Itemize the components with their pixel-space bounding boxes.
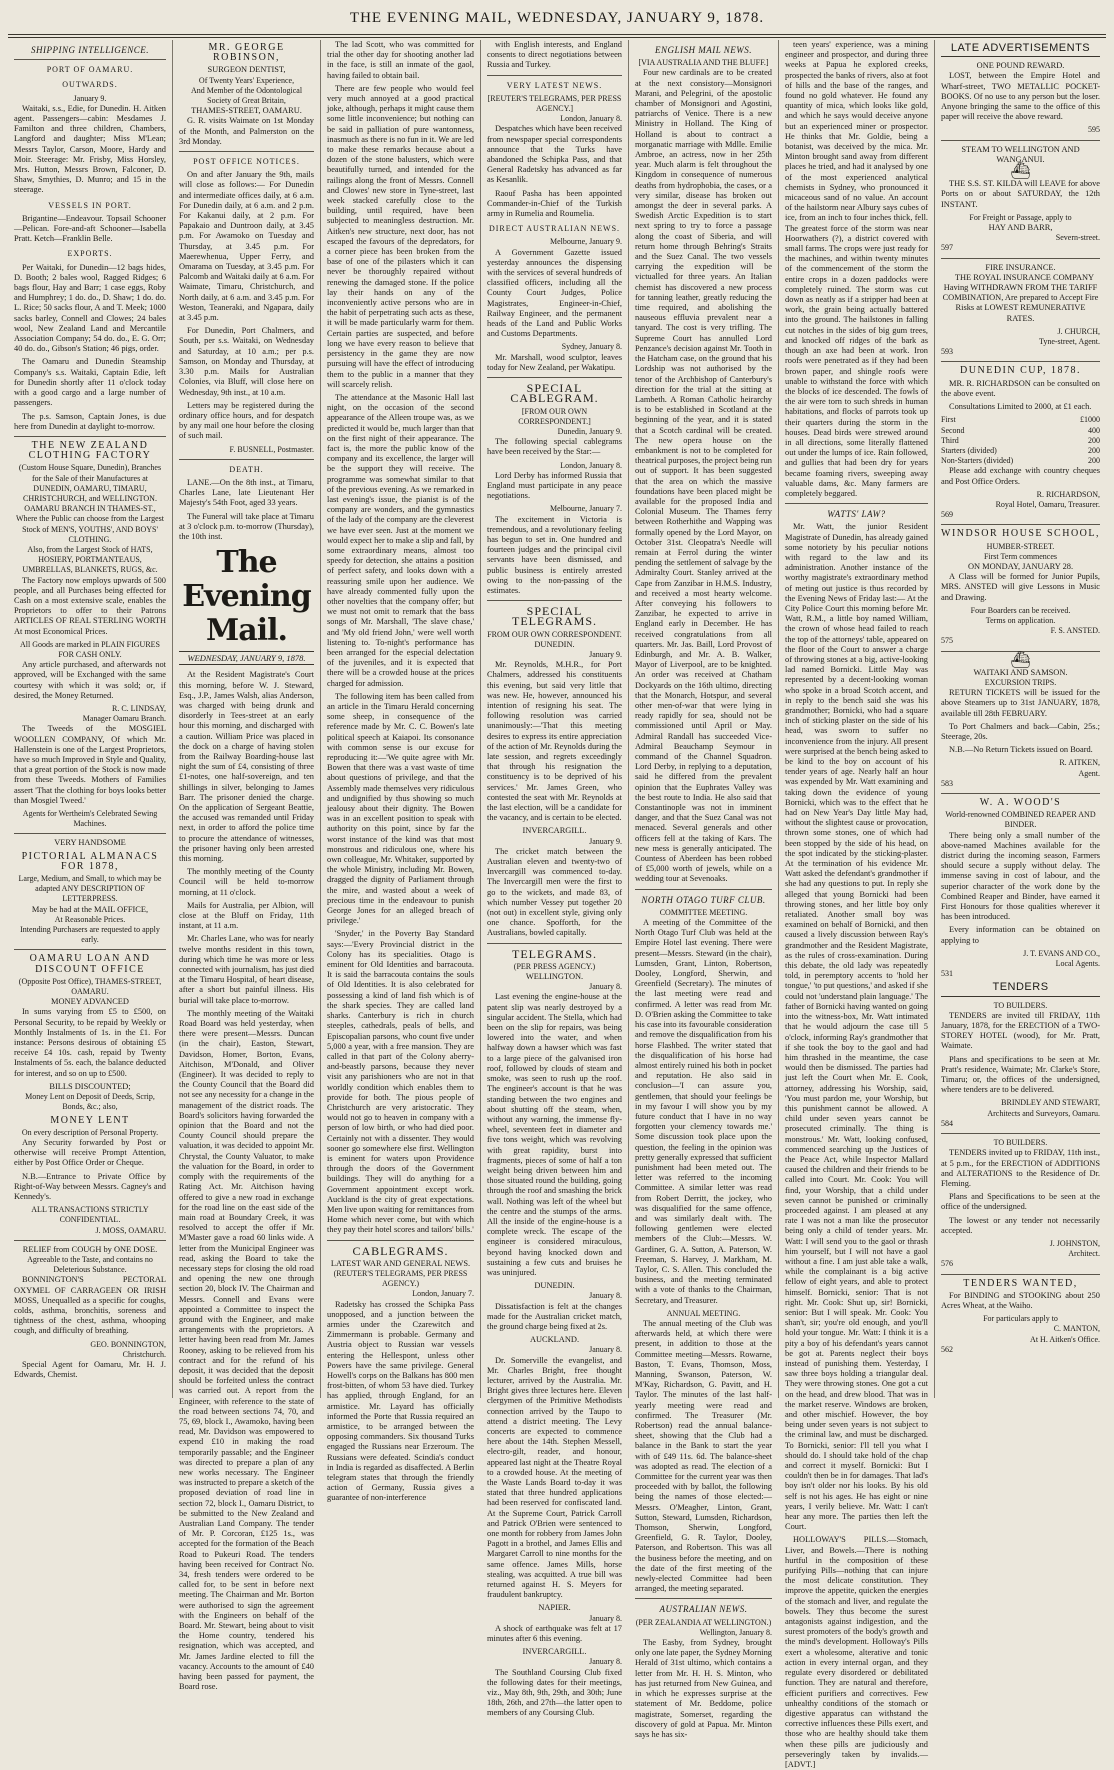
column-7 bbox=[934, 40, 1106, 1398]
pictorial-text: Large, Medium, and Small, to which may be adapted ANY DESCRIPTION OF LETTERPRESS. bbox=[18, 874, 162, 904]
divider bbox=[785, 503, 928, 504]
dentist-years: Of Twenty Years' Experience, bbox=[198, 75, 295, 85]
divider bbox=[941, 140, 1100, 141]
steam-freight: For Freight or Passage, apply to bbox=[969, 212, 1072, 222]
cablegrams-text: Radetsky has crossed the Schipka Pass unopposed, and a junction between the armies under the Czarewitch and Zimmermann is probable. Germany and Austria object to Russian war vessels entering the Hellespont, unless other Powers have the same privilege. General Howell's corps on the Balkans has 800 men frost-bitten, of whom 53 have died. Turkey has applied, through England, for an armistice. Mr. Layard has officially informed the Porte that Russia required an armistice, to be arranged between the opposing commanders. Six thousand Turks engaged the Russians near Erzeroum. The Russians were defeated. Scindia's conduct in India is regarded as disaffected. A Berlin telegram states that through the friendly action of Germany, Russia gives a guarantee of non-interference bbox=[327, 1299, 474, 1503]
dunedin-2-date: January 8. bbox=[589, 1291, 622, 1301]
clothing-branch: OAMARU BRANCH IN THAMES-ST., Where the Public can choose from the Largest Stock of MEN'S, YOUTHS', AND BOYS' CLOTHING. bbox=[15, 504, 165, 544]
latest-agency: [REUTER'S TELEGRAMS, PER PRESS AGENCY.] bbox=[487, 93, 622, 114]
fire-num: 593 bbox=[941, 347, 953, 357]
cablegrams-place: London, January 7. bbox=[412, 1289, 474, 1299]
clothing-heading: THE NEW ZEALAND CLOTHING FACTORY bbox=[28, 439, 152, 462]
divider bbox=[487, 75, 622, 76]
wanted-place: At H. Aitken's Office. bbox=[1030, 1334, 1100, 1344]
waitaki-fares: To Port Chalmers and back—Cabin, 25s.; Steerage, 20s. bbox=[941, 721, 1100, 741]
prize-label: Starters (divided) bbox=[941, 445, 997, 455]
prize-label: Non-Starters (divided) bbox=[941, 456, 1014, 466]
invercargill-2-date: January 8. bbox=[589, 1657, 622, 1667]
telegrams-sub: FROM OUR OWN CORRESPONDENT. bbox=[487, 629, 622, 639]
cup-prize-row bbox=[941, 415, 1100, 425]
death-heading: DEATH. bbox=[229, 464, 264, 474]
wood-sub: World-renowned COMBINED REAPER AND BINDER. bbox=[945, 810, 1096, 830]
tender-1-plans: Plans and specifications to be seen at Mr. Pratt's residence, Waimate; Mr. Clarke's Store, Timaru; or, the offices of the undersigned, where tenders are to be delivered. bbox=[941, 1054, 1100, 1095]
australian-place: Melbourne, January 9. bbox=[550, 237, 622, 247]
reward-num: 595 bbox=[1088, 125, 1100, 135]
dentist-member: And Member of the Odontological Society of Great Britain, bbox=[190, 85, 303, 106]
bills-heading: BILLS DISCOUNTED; bbox=[49, 1081, 131, 1091]
divider bbox=[635, 1598, 772, 1599]
english-mail-text: Four new cardinals are to be created at the next consistory—Monsignori Marani, and Pelegrini, of the apostolic chamber of Monsignori and Agostini, patriarchs of Venice. There is a new Ministry in Holland. The King of Holland is about to contract a morganatic marriage with Mdlle. Emilie Ambroe, an actress, now in her 25th year. Much alarm is felt throughout the Kingdom in consequence of numerous deaths from hydrophobia, the cases, or a very similar, disease has broken out amongst the deer in several parks. A Swedish Arctic Expedition is to start next spring to try to force a passage along the coast of Siberia, and will return home through Behring's Straits and the Suez Canal. The two vessels carrying the expedition will be victualled for three years. An Italian chemist has discovered a new process for tanning leather, greatly reducing the time required, and abolishing the nauseous effluvia prevalent near a tanyard. The cost is very trifling. The Supreme Court has annulled Lord Penzance's decision against Mr. Tooth in the Hatcham case, on the ground that his Lordship was not authorised by the tenor of the Archbishop of Canterbury's direction for the trial at the sitting at Lambeth. A Roman Catholic heirarchy is to be established in Scotland at the beginning of the year, and it is stated that a Scotch cardinal will be created. The new opera house on the embankment is not to be completed for theatrical purposes, the project being run out of support. It has been suggested that the area on which the massive foundations have been placed might be available for the proposed India and Colonial Museum. The Thames ferry between Rotherhithe and Wapping was formally opened by the Lord Mayor, on October 31st. Cleopatra's Needle will remain at Ferrol during the winter pending the settlement of salvage by the Admiralty Court. Stanley arrived at the Cape from Zanzibar in H.M.S. Industry, and received a most hearty welcome. After conveying his followers to Zanzibar, he expected to arrive in England early in December. He has received congratulations from all quarters. Mr. Jas. Baill, Lord Provost of Edinburgh, and Mr. A. B. Walker, Mayor of Liverpool, are to be knighted. An order was received at Chatham Dockyards on the 16th ultimo, directing that the Monarch, Hotspur, and several other men-of-war that were lying in ready rapidly for sea, should not be commissioned until April or May. Admiral Randall has succeeded Vice-Admiral Beauchamp Seymour in command of the Channel Squadron. Lord Derby, in replying to a deputation, said he differed from the prevalent opinion that the Euphrates Valley was the best route to India. He also said that Constantinople was not in imminent danger, and that the Suez Canal was not menaced. Several generals and other officers fell at the taking of Kars. The new mess is generally anticipated. The Countess of Aberdeen has been robbed of £5,000 worth of jewels, while on a wedding tour at Sevenoaks. bbox=[635, 68, 772, 884]
money-heading: MONEY ADVANCED bbox=[51, 997, 129, 1007]
australian-place-2: Sydney, January 8. bbox=[561, 342, 622, 352]
prize-value: 200 bbox=[1088, 445, 1100, 455]
divider bbox=[487, 377, 622, 378]
school-street: HUMBER-STREET. bbox=[986, 541, 1055, 551]
timaru-herald-text: The following item has been called from an article in the Timaru Herald concerning some sheep, in consequence of the reference made by Mr. C. C. Bowen's late political speech at Kaiapoi. Its consonance with common sense is our excuse for reproducing it:—'We quite agree with Mr. Bowen that there was a vast waste of time about questions of privilege, and that the Assembly made themselves very ridiculous and undignified by thus showing so much jealousy about their dignity. The Bowen was in an excellent position to speak with authority on this point, since by far the worst instance of the kind was that most monstrous and ridiculous one, where his own colleague, Mr. Whitaker, supported by the whole Ministry, including Mr. Bowen, dragged the dignity of Parliament through the mire, and wasted about a week of precious time in the endeavour to punish George Jones for an alleged breach of privilege.' bbox=[327, 691, 474, 926]
special-text: The following special cablegrams have been received by the Star:— bbox=[487, 437, 622, 457]
australian-news-text: The Easby, from Sydney, brought only one late paper, the Sydney Morning Herald of 31st ultimo, which contains a letter from Mr. H. H. S. Minton, who has just returned from New Guinea, and in which he expresses surprise at the statement of Mr. Beddome, police magistrate, Somerset, regarding the discovery of gold at Papua. Mr. Minton says he has six- bbox=[635, 1638, 772, 1739]
mail-office: May be had at the MAIL OFFICE, bbox=[31, 904, 149, 914]
tender-2-num: 576 bbox=[941, 1259, 953, 1269]
latest-text: Despatches which have been received from newspaper special correspondents announce that the Turks have abandoned the Schipka Pass, and that General Radetsky has advanced as far as Kesanlik. bbox=[487, 124, 622, 185]
divider bbox=[635, 889, 772, 890]
cup-prize-row bbox=[941, 456, 1100, 466]
special-text-3: The excitement in Victoria is tremendous, and a revolutionary feeling has begun to set in. One hundred and fourteen judges and the principal civil servants have been dismissed, and public business is entirely arrested owing to the non-passing of the estimates. bbox=[487, 514, 622, 595]
dunedin-2-text: Dissatisfaction is felt at the changes made for the Australian cricket match, the ground charge being fixed at 2s. bbox=[487, 1301, 622, 1331]
confidential-text: ALL TRANSACTIONS STRICTLY CONFIDENTIAL. bbox=[31, 1205, 149, 1225]
english-mail-heading: ENGLISH MAIL NEWS. bbox=[654, 45, 753, 55]
waitaki-nb: N.B.—No Return Tickets issued on Board. bbox=[949, 745, 1093, 755]
post-office-letters: Letters may be registered during the ordinary office hours, and for despatch by any mail one hour before the closing of such mail. bbox=[179, 400, 314, 441]
special-place-3: Melbourne, January 7. bbox=[550, 504, 622, 514]
divider bbox=[941, 1274, 1100, 1275]
divider bbox=[14, 833, 166, 834]
court-text: At the Resident Magistrate's Court this morning, before W. J. Steward, Esq., J.P., James Walsh, alias Anderson, was charged with being drunk and disorderly in Tees-street at an early hour this morning, and discharged with a caution. William Price was placed in the dock on a charge of having stolen from the Railway Boarding-house last night the sum of £4, consisting of three £1-notes, one half-sovereign, and ten shillings in silver, belonging to James Barr. The prisoner denied the charge. On the application of Sergeant Beattie, the accused was remanded until Friday next, in order to afford the police time to procure the attendance of witnesses, the prisoner having only been arrested this morning. bbox=[179, 670, 314, 863]
post-office-text-2: For Dunedin, Port Chalmers, and South, per s.s. Waitaki, on Wednesday and Saturday, at 10 a.m.; per p.s. Samson, on Monday and Thursday, at 3.30 p.m. Mails for Australian Colonies, via Bluff, will close here on Wednesday, 9th inst., at 10 a.m. bbox=[179, 326, 314, 397]
fire-heading: FIRE INSURANCE. bbox=[985, 262, 1056, 272]
latest-place: London, January 8. bbox=[560, 114, 622, 124]
english-mail-sub: [VIA AUSTRALIA AND THE BLUFF.] bbox=[638, 58, 769, 68]
special-telegrams-heading: SPECIAL TELEGRAMS. bbox=[512, 604, 597, 629]
clothing-factory: The Factory now employs upwards of 500 people, and all Purchases being effected for Cash on a most extensive scale, enables the Proprietors to offer to their Patrons ARTICLES OF REAL STERLING WORTH At most Economical Prices. bbox=[14, 575, 166, 636]
special-cablegram-heading: SPECIAL CABLEGRAM. bbox=[510, 381, 599, 406]
invercargill-heading: INVERCARGILL. bbox=[522, 826, 587, 836]
tender-2-plans: Plans and Specifications to be seen at the office of the undersigned. bbox=[941, 1192, 1100, 1212]
dunedin-date: January 9. bbox=[589, 649, 622, 659]
cablegrams-agency: (REUTER'S TELEGRAMS, PER PRESS AGENCY.) bbox=[333, 1268, 468, 1289]
wood-text: There being only a small number of the above-named Machines available for the district during the incoming season, Farmers should secure a supply without delay. The immense saving in cost of labour, and the superior character of the work done by the Combined Reaper and Binder, have earned it First Honours for those qualities wherever it has been introduced. bbox=[941, 830, 1100, 922]
steam-num: 597 bbox=[941, 243, 953, 253]
turf-club-sub: COMMITTEE MEETING. bbox=[659, 907, 748, 917]
school-heading: WINDSOR HOUSE SCHOOL, bbox=[941, 528, 1101, 540]
column-2 bbox=[172, 40, 320, 1692]
divider bbox=[941, 793, 1100, 794]
napier-heading: NAPIER. bbox=[538, 1603, 571, 1613]
snyder-text: 'Snyder,' in the Poverty Bay Standard says:—'Every Provincial district in the Colony has its specialities. Otago is eminent for Old Identities and barracouta. It is said the barracouta contains the souls of Old Identities. It is also celebrated for possessing a kind of land fish which is of the shark species. They are called land sharks. Canterbury is rich in church steeples, cathedrals, peals of bells, and Episcopalian parsons, who count five under 5,000 a year, with a free mansion. They are called in that part of the Colony aberry-and-beastly parsons, because they never visit any parishioners who are not in that worldly condition which enables them to provide for both. The pious people of Christchurch are very aristocratic. They would not go to heaven in company with a person of low birth, or who had died poor. Certainly not with a dissenter. They would sooner go somewhere else first. Wellington is eminent for waters upon Providence through the doors of the Government buildings. They will do anything for a Government appointment except work. Auckland is the city of great expectations. Men live upon waiting for remittances from Home which never come, but with which they pay their hotel scores and tailors' bills.' bbox=[327, 929, 474, 1235]
australian-news-sub: (PER ZEALANDIA AT WELLINGTON.) bbox=[635, 1617, 772, 1627]
divider bbox=[327, 1240, 474, 1241]
divider bbox=[179, 459, 314, 460]
column-5 bbox=[628, 40, 778, 1739]
wanted-num: 562 bbox=[941, 1344, 953, 1354]
bonnington-name: GEO. BONNINGTON, bbox=[90, 1339, 166, 1349]
prices-text: At Reasonable Prices. bbox=[54, 914, 126, 924]
invercargill-2-heading: INVERCARGILL. bbox=[522, 1647, 587, 1657]
divider bbox=[941, 361, 1100, 362]
turf-club-text: A meeting of the Committee of the North Otago Turf Club was held at the Empire Hotel last evening. There were present—Messrs. Steward (in the chair), Lumsden, Grant, Linton, Robertson, Dooley, Longford, Sherwin, and Greenfield (Secretary). The minutes of the last meeting were read and confirmed. A letter was read from Mr. D. O'Brien asking the Committee to take his case into its favourable consideration and remove the disqualification from his horse Flashbed. The writer stated that the disqualification of his horse had almost entirely ruined his both in pocket and reputation. He also said in conclusion—'I can assure you, gentlemen, that should your feelings be in my favour I will show you by my future conduct that I have in no way forgotten your clemency towards me.' Some discussion took place upon the question, the feeling in the opinion was pretty generally expressed that sufficient punishment had been meted out. The letter was referred to the incoming Committee. A similar letter was read from Robert Derritt, the jockey, who was disqualified for the same offence, and was similarly dealt with. The following gentlemen were elected members of the Club:—Messrs. W. Gardiner, G. A. Sutton, A. Paterson, W. Freeman, S. Harvey, J. Markham, M. Taylor, C. S. Allen. This concluded the business, and the meeting terminated with a vote of thanks to the Chairman, Secretary, and Treasurer. bbox=[635, 918, 772, 1305]
wanted-text: For BINDING and STOOKING about 250 Acres Wheat, at the Waiho. bbox=[941, 1290, 1100, 1310]
loan-heading: OAMARU LOAN AND DISCOUNT OFFICE bbox=[29, 953, 151, 975]
latest-heading: VERY LATEST NEWS. bbox=[506, 80, 603, 90]
column-3 bbox=[320, 40, 480, 1503]
auckland-text: Dr. Somerville the evangelist, and Mr. Charles Bright, free thought lecturer, arrived by the Australia. Mr. Bright gives three lectures here. Eleven clergymen of the Primitive Methodists connection arrived by the Taupo to attend a district meeting. The Levy concerts are expected to commence here about the 14th. Stephen Messell, electro-gilt, reader, and honour, appeared last night at the Theatre Royal to a crowded house. At the meeting of the Waste Lands Board to-day it was stated that three hundred applications had been reserved for confiscated land. At the Supreme Court, Patrick Carroll and Patrick O'Brien were sentenced to one month for robbery from James John Pagott in a brothel, and James Ellis and Margaret Carroll to nine months for the same offence. James Mills, horse stealing, was acquitted. A true bill was returned against H. S. Meyers for fraudulent bankruptcy. bbox=[487, 1355, 622, 1600]
waitaki-sub: EXCURSION TRIPS. bbox=[984, 677, 1057, 687]
ship-icon: ⛴ bbox=[1010, 163, 1031, 181]
dunedin-text: Mr. Reynolds, M.H.R., for Port Chalmers, addressed his constituents this evening, but said very little that was new. He, however, announced his intention of resigning his seat. The following resolution was carried unanimously:—'That this meeting desires to express its entire appreciation of the action of Mr. Reynolds during the late session, and regrets exceedingly that through his resignation the constituency is to be deprived of his services.' Mr. James Green, who contested the seat with Mr. Reynolds at the last election, will be a candidate for the vacancy, and is certain to be elected. bbox=[487, 660, 622, 823]
steam-heading: STEAM TO WELLINGTON AND WANGANUI. bbox=[961, 144, 1080, 164]
fire-text: THE ROYAL INSURANCE COMPANY Having WITHDRAWN FROM THE TARIFF COMBINATION, Are prepared to Accept Fire Risks at LOWEST REMUNERATIVE RATES. bbox=[942, 272, 1099, 323]
lane-text: Mr. Charles Lane, who was for nearly twelve months resident in this town, during which time he was more or less connected with journalism, has just died at the Timaru Hospital, of heart disease, after a short but painful illness. His burial will take place to-morrow. bbox=[179, 934, 314, 1005]
column-6 bbox=[778, 40, 934, 1769]
latest-text-2: Raouf Pasha has been appointed Commander-in-Chief of the Turkish army in Rumelia and Roumelia. bbox=[487, 188, 622, 219]
australian-news-place: Wellington, January 8. bbox=[699, 1627, 772, 1637]
wanted-sig: C. MANTON, bbox=[1053, 1324, 1100, 1334]
security-text: Any Security forwarded by Post or otherwise will receive Prompt Attention, either by Post Office Order or Cheque. bbox=[14, 1137, 166, 1168]
tender-1-sig: BRINDLEY AND STEWART, bbox=[1001, 1098, 1100, 1108]
school-text: A Class will be formed for Junior Pupils, MRS. ANSTED will give Lessons in Music and Drawing. bbox=[941, 572, 1100, 602]
steam-street: Severn-street. bbox=[1055, 233, 1100, 243]
wellington-text: Last evening the engine-house at the patent slip was nearly destroyed by a singular accident. The Stella, which had been on the slip for repairs, was being lowered into the water, and when halfway down a hawser which was fast to a large piece of the galvanised iron roof, followed by clouds of steam and smoke, was seen to rush up the roof. The engineer's account is that he was standing between the two engines and about shutting off the steam, when, without any warning, the immense fly-wheel, seventeen feet in diameter and five tons weight, which was revolving with great rapidity, burst into fragments, pieces of some of half a ton weight being driven between him and those situated round the building, going through the roof and smashing the brick wall. Nothing was left of the wheel but the centre and the stumps of the arms. All the inside of the engine-house is a complete wreck. The escape of the engineer is considered miraculous, beyond having knocked down and sustaining a few cuts and bruises he was uninjured. bbox=[487, 992, 622, 1277]
divider bbox=[941, 524, 1100, 525]
tender-1-num: 584 bbox=[941, 1118, 953, 1128]
watts-law-heading: WATTS' LAW? bbox=[827, 509, 886, 520]
clothing-exchange: Any article purchased, and afterwards not approved, will be Exchanged with the same courtesy with which it was sold; or, if desired, the Money Returned. bbox=[14, 660, 166, 700]
telegrams-agency: (PER PRESS AGENCY.) bbox=[513, 961, 596, 971]
steam-agent: HAY AND BARR, bbox=[988, 223, 1053, 233]
waitaki-agent: R. AITKEN, bbox=[1059, 758, 1100, 768]
outwards-heading: OUTWARDS. bbox=[62, 80, 118, 90]
pictorial-heading: PICTORIAL ALMANACS FOR 1878, bbox=[21, 850, 159, 872]
waitaki-num: 583 bbox=[941, 778, 953, 788]
prize-label: Third bbox=[941, 435, 959, 445]
relief-heading: RELIEF from COUGH by ONE DOSE. bbox=[22, 1244, 158, 1254]
money-text: In sums varying from £5 to £500, on Personal Security, to be repaid by Weekly or Monthly Instalments of 1s. in the £1. For instance: Persons desirous of obtaining £5 receive £4 10s. cash, repaid by Twenty Instalments of 5s. each, the balance deducted for interest, and so on up to £500. bbox=[14, 1007, 166, 1078]
bills-text: Money Lent on Deposit of Deeds, Scrip, Bonds, &c.; also, bbox=[25, 1092, 155, 1112]
cablegrams-heading: CABLEGRAMS. bbox=[352, 1243, 449, 1258]
wellington-date: January 8. bbox=[589, 982, 622, 992]
tender-2-sig: J. JOHNSTON, bbox=[1049, 1238, 1100, 1248]
clothing-text: (Custom House Square, Dunedin), Branches for the Sale of their Manufactures at DUNEDIN, OAMARU, TIMARU, CHRISTCHURCH, and WELLINGTON. bbox=[18, 463, 162, 503]
divider bbox=[14, 1240, 166, 1241]
school-num: 575 bbox=[941, 636, 953, 646]
fire-role: Tyne-street, Agent. bbox=[1039, 337, 1100, 347]
cup-please: Please add exchange with country cheques and Post Office Orders. bbox=[941, 466, 1100, 486]
waitaki-text: RETURN TICKETS will be issued for the above Steamers up to 31st JANUARY, 1878, available till 28th FEBRUARY. bbox=[941, 688, 1100, 718]
napier-text: A shock of earthquake was felt at 17 minutes after 6 this evening. bbox=[487, 1623, 622, 1644]
cup-prize-row bbox=[941, 436, 1100, 446]
tenders-heading: TENDERS bbox=[941, 979, 1100, 996]
lindsay-sig: R. C. LINDSAY, bbox=[111, 703, 166, 713]
relief-text: Agreeable to the Taste, and contains no Deleterious Substance. bbox=[27, 1254, 153, 1275]
australian-text-2: Mr. Marshall, wood sculptor, leaves today for New Zealand, per Wakatipu. bbox=[487, 352, 622, 372]
dentist-place: THAMES-STREET, OAMARU. bbox=[191, 106, 302, 116]
wellington-heading: WELLINGTON. bbox=[525, 972, 584, 982]
cup-place: Royal Hotel, Oamaru, Treasurer. bbox=[995, 499, 1100, 509]
wood-agent: J. T. EVANS AND CO., bbox=[1023, 948, 1100, 958]
masthead-rule bbox=[8, 34, 1106, 38]
outwards-text: Waitaki, s.s., Edie, for Dunedin. H. Aitken agent. Passengers—cabin: Mesdames J. Familton and three children, Chambers, Langford and daughter; Miss M'Lean; Messrs Taylor, Carson, Moore, Hardy and Moir. Steerage: Mr. Frisby, Miss Horsley, Mrs. Hutton, Messrs Brown, Falconer, D. Shaw, Smythies, D. Munro; and 15 in the steerage. bbox=[14, 103, 166, 195]
column-4 bbox=[480, 40, 628, 1718]
divider bbox=[179, 151, 314, 152]
australian-text: A Government Gazette issued yesterday announces the dispensing with the services of several hundreds of classified officers, including all the County Court Judges, Police Magistrates, Engineer-in-Chief, Railway Engineer, and the permanent heads of the Land and Public Works and Customs Departments. bbox=[487, 247, 622, 339]
school-term: First Term commences bbox=[983, 551, 1058, 561]
vessels-text: Brigantine—Endeavour. Topsail Schooner—Pelican. Fore-and-aft Schooner—Isabella Pratt. Ketch—Franklin Belle. bbox=[14, 213, 166, 244]
annual-text: The annual meeting of the Club was afterwards held, at which there were present, in addition to those at the Committee meeting—Messrs. Rowarne, Baston, T. Evans, Thomson, Moss, Manning, Swanson, Paterson, W. M'Kay, Richardson, G. Pavitt, and H. Taylor. The minutes of the last half-yearly meeting were read and confirmed. The Treasurer (Mr. Robertson) read the annual balance-sheet, showing that the Club had a balance in the Bank to start the year with of £49 11s. 6d. The balance-sheet was adopted as read. The election of a Committee for the current year was then proceeded with by ballot, the following being the names of those elected:—Messrs. O'Meagher, Linton, Grant, Sutton, Steward, Lumsden, Richardson, Thomson, Sherwin, Longford, Greenfield, G. R. Taylor, Dooley, Paterson, and Robertson. This was all the business before the meeting, and on the date of the first meeting of the newly-elected Committee had been arranged, the meeting separated. bbox=[635, 1318, 772, 1594]
handsome-heading: VERY HANDSOME bbox=[54, 838, 126, 848]
auckland-date: January 8. bbox=[589, 1345, 622, 1355]
scott-text: The lad Scott, who was committed for trial the other day for shooting another lad in the face, is still an inmate of the gaol, having failed to obtain bail. bbox=[327, 40, 474, 80]
reward-text: LOST, between the Empire Hotel and Wharf-street, TWO METALLIC POCKET-BOOKS. Of no use to any person but the loser. Anyone bringing the same to the office of this paper will receive the above reward. bbox=[941, 71, 1100, 122]
cup-consult: Consultations Limited to 2000, at £1 each. bbox=[949, 402, 1092, 412]
dateline: WEDNESDAY, JANUARY 9, 1878. bbox=[179, 651, 314, 665]
waitaki-heading: WAITAKI AND SAMSON. bbox=[973, 667, 1068, 677]
waitaki-role: Agent. bbox=[1078, 768, 1100, 778]
divider bbox=[14, 436, 166, 437]
tender-2-lowest: The lowest or any tender not necessarily accepted. bbox=[941, 1215, 1100, 1235]
post-office-heading: POST OFFICE NOTICES. bbox=[193, 157, 300, 167]
prize-value: 200 bbox=[1088, 435, 1100, 445]
council-text: The monthly meeting of the County Council will be held to-morrow morning, at 11 o'clock. bbox=[179, 867, 314, 897]
mosgiel-text: The Tweeds of the MOSGIEL WOOLLEN COMPANY, Of which Mr. Hallenstein is one of the Largest Proprietors, have so much Improved in Style and Quality, that a great portion of the Stock is now made from these Tweeds. Mothers of Families assert 'That the clothing for boys looks better than Mosgiel Tweed.' bbox=[14, 724, 166, 805]
divider bbox=[941, 258, 1100, 259]
tender-1-text: TENDERS are invited till FRIDAY, 11th January, 1878, for the ERECTION of a TWO-STOREY HOTEL (wood), for Mr. Pratt, Waimate. bbox=[941, 1010, 1100, 1051]
watts-law-text: Mr. Watt, the junior Resident Magistrate of Dunedin, has already gained some notoriety by his peculiar notions with regard to the law and its administration. Another instance of the worthy magistrate's extraordinary method of meting out justice is thus recorded by the Evening News of Friday last:— At the City Police Court this morning before Mr. Watt, R.M., a little boy named William, the crown of whose head failed to reach the top of the attorneys' table, appeared on the floor of the Court to answer a charge of throwing stones at a big, active-looking lad named Bornicki. Little May was represented by a decent-looking woman who spoke in a broad Scotch accent, and in reply to the bench said she was his grandmother; Bornicki, who had a square inch of sticking plaster on the side of his head, was sworn to suffer no inconvenience from the injury. All present were surprised at the bench being asked to be kind to the boy on account of his tender years of age. Nearly half an hour was expended by Mr. Watt examining and taking down the evidence of young Bornicki, which was to the effect that he had on New Year's Day little May had, without the slightest cause or provocation, thrown some stones, one of which had been stopped by the side of his head, on the spot indicated by the sticking-plaster. At the termination of his evidence Mr. Watt asked the defendant's grandmother if she had any questions to put. In reply she alleged that young Bornicki had been throwing stones, and her little boy only retaliated. Another small boy was examined on behalf of Bornicki, and then caused a lively discussion between Ray's grandmother and the Resident Magistrate, as the rules of cross-examination. During this debate, the old lady was repeatedly told, in peremptory accents to 'hold her tongue,' 'to put questions,' and asked if she could not 'understand plain language.' The father of Bornicki having wanted on going into the witness-box, Mr. Watt intimated that he would adjourn the case till 5 o'clock, informing Ray's grandmother that if she took the boy to the gaol and had him thrashed in the meantime, the case would then be dismissed. The parties had just left the Court when Mr. E. Cook, attorney, addressing his Worship, said, 'You must pardon me, your Worship, but this punishment cannot be allowed. A child under seven years cannot be prosecuted criminally. The thing is monstrous.' Mr. Watt, looking confused, commenced searching up the Justices of the Peace Act, while Inspector Mallard caused the children and their friends to be called into Court. Mr. Cook: You will find, your Worship, that a child under seven cannot be punished or criminally proceeded against. I am pleased at any rate I was not a man like the prosecutor being only a child of tender years. Mr. Watt: I will send you to the gaol or thrash him yourself, but I will not have a gaol without a fine. I am just able take a walk, while the complainant is a big active fellow of eight years, and able to protect himself. Bornicki, senior: That is not right. Mr. Cook: Shut up, sir! Bornicki, senior: But I will speak. Mr. Cook: You shan't, sir; you're old enough, and you'll hold your tongue. Mr. Watt: I think it is a pity a boy of his defendant's years cannot be got at. Parents neglect their boys instead of punishing them. Yesterday, I saw three boys holding a triangular deal. They were throwing stones. One got a cut on the head, and drew blood. That was in the market reserve. Windows are broken, and other mischief. However, the boy being under seven years is not subject to the criminal law, and must be discharged. To Bornicki, senior: I'll tell you what I should do. I should take hold of the chap and correct it myself. Bornicki: But I couldn't then be in for damages. That lad's boy isn't older nor his looks. By his old self is not his ages. He has eight or nine years, I verily believe. Mr. Watt: I can't hear any more. The parties then left the Court. bbox=[785, 522, 928, 1532]
steam-text: THE S.S. ST. KILDA will LEAVE for above Ports on or about SATURDAY, the 12th INSTANT. bbox=[941, 179, 1100, 209]
tender-2-text: TENDERS invited up to FRIDAY, 11th inst., at 5 p.m., for the ERECTION of ADDITIONS and ALTERATIONS to the Residence of Dr. Fleming. bbox=[941, 1148, 1100, 1188]
moss-sig: J. MOSS, OAMARU. bbox=[95, 1225, 166, 1235]
invercargill-text: The cricket match between the Australian eleven and twenty-two of Invercargill was commenced to-day. The Invercargill men were the first to go to the wickets, and made 83, of which number Vessey put together 20 (not out) in excellent style, giving only one chance. Spofforth, for the Australians, bowled capitally. bbox=[487, 846, 622, 938]
australian-heading: DIRECT AUSTRALIAN NEWS. bbox=[488, 224, 621, 234]
cup-num: 569 bbox=[941, 510, 953, 520]
ship-icon: ⛴ bbox=[1010, 651, 1031, 669]
bonnington-agent: Special Agent for Oamaru, Mr. H. J. Edwards, Chemist. bbox=[14, 1359, 166, 1380]
school-boarders: Four Boarders can be received. bbox=[970, 605, 1071, 615]
entrance-text: N.B.—Entrance to Private Office by Right-of-Way between Messrs. Cagney's and Kennedy's. bbox=[14, 1171, 166, 1201]
agents-text: Agents for Wertheim's Celebrated Sewing Machines. bbox=[22, 809, 158, 829]
postmaster-sig: F. BUSNELL, Postmaster. bbox=[229, 444, 314, 454]
bonnington-place: Christchurch. bbox=[122, 1349, 166, 1359]
dunedin-heading: DUNEDIN. bbox=[534, 639, 575, 649]
holloway-text: HOLLOWAY'S PILLS.—Stomach, Liver, and Bowels.—There is nothing hurtful in the composition of these purifying Pills—nothing that can injure the most delicate constitution. They improve the appetite, quicken the energies of the stomach and liver, and regulate the bowels. They thus become the surest antagonists against indigestion, and the surest promoters of the body's growth and the mind's development. Holloway's Pills exert a wholesome, alterative and tonic action in every internal organ, and they regulate every disordered or debilitated function. They are natural and therefore, efficient purifiers and correctives. Few unhealthy conditions of the stomach or digestive apparatus can withstand the corrective influences these Pills exert, and those who are healthy should take them when these pills are judiciously and perseveringly taken by invalids.—[ADVT.] bbox=[785, 1535, 928, 1769]
cup-heading: DUNEDIN CUP, 1878. bbox=[960, 365, 1081, 377]
intending-text: Intending Purchasers are requested to apply early. bbox=[20, 925, 160, 945]
builders-heading: TO BUILDERS. bbox=[993, 1000, 1048, 1010]
exports-heading: EXPORTS. bbox=[67, 249, 113, 259]
wood-role: Local Agents. bbox=[1055, 959, 1100, 969]
special-text-2: Lord Derby has informed Russia that England must participate in any peace negotiations. bbox=[487, 470, 622, 501]
australian-news-heading: AUSTRALIAN NEWS. bbox=[659, 1604, 748, 1615]
dentist-name: MR. GEORGE ROBINSON, bbox=[208, 42, 285, 64]
wanted-apply: For particulars apply to bbox=[983, 1314, 1058, 1324]
special-sub: [FROM OUR OWN CORRESPONDENT.] bbox=[518, 406, 591, 426]
exports-text: Per Waitaki, for Dunedin—12 bags hides, D. Booth; 2 bales wool, Ragged Ridges; 6 bags flour, Hay and Barr; 1 case eggs, Roby and Humphrey; 1 do. do., D. Shaw; 1 do. do. L. Rice; 50 sacks flour, A and T. Meek; 1000 sacks barley, Connell and Clowes; 24 bales wool, New Zealand Land and Mercantile Association Company; 54 do. do., E. G. Orr; 40 do. do., Gibson's Station; 46 pigs, order. bbox=[14, 262, 166, 354]
late-ads-heading: LATE ADVERTISEMENTS bbox=[941, 40, 1100, 57]
prize-label: First bbox=[941, 415, 956, 425]
annual-heading: ANNUAL MEETING. bbox=[666, 1308, 741, 1318]
cablegrams-sub: LATEST WAR AND GENERAL NEWS. bbox=[330, 1258, 471, 1268]
cup-prize-row bbox=[941, 426, 1100, 436]
cup-agent: R. RICHARDSON, bbox=[1036, 489, 1100, 499]
cup-prize-row bbox=[941, 446, 1100, 456]
masonic-text: The attendance at the Masonic Hall last night, on the occasion of the second appearance of the Alleen troupe was, as we predicted it would be, much larger than that on the first night of their appearance. The fact is, the more the public know of the company and its excellence, the larger will be the support they will receive. The programme was somewhat similar to that of the previous evening. As we remarked in last evening's issue, the pianist is of the company are wonders, and the gymnastics of the lady of the company are the cleverest we have ever seen. Just at the moment we would expect her to make a slip and fall, by some extraordinary means, almost too speedy for detection, she attains a position of perfect safety, and looks down with a reassuring smile upon her audience. We have already commented fully upon the other novelties that the company offer; but we must not omit to remark that the bass songs of Mr. Marshall, 'The slave chase,' and 'My old friend John,' were well worth listening to. To-night's performance has been arranged for the especial delectation of the juveniles, and it is expected that there will be a crowded house at the prices charged for admission. bbox=[327, 392, 474, 688]
money-lent-text: On every description of Personal Property. bbox=[21, 1127, 159, 1137]
divider bbox=[14, 59, 166, 60]
telegrams-heading: TELEGRAMS. bbox=[512, 946, 597, 961]
prize-value: 200 bbox=[1088, 456, 1100, 466]
wood-heading: W. A. WOOD'S bbox=[979, 797, 1062, 808]
wood-info: Every information can be obtained on applying to bbox=[941, 925, 1100, 945]
nameplate: The Evening Mail. bbox=[182, 545, 311, 649]
fire-agent: J. CHURCH, bbox=[1057, 326, 1100, 336]
tender-1-role: Architects and Surveyors, Oamaru. bbox=[987, 1108, 1100, 1118]
prize-label: Second bbox=[941, 425, 965, 435]
invercargill-date: January 9. bbox=[589, 836, 622, 846]
divider bbox=[14, 949, 166, 950]
continued-text: with English interests, and England consents to direct negotiations between Russia and Turkey. bbox=[487, 40, 622, 70]
school-date: ON MONDAY, JANUARY 28. bbox=[967, 561, 1074, 571]
port-heading: PORT OF OAMARU. bbox=[46, 65, 134, 75]
steam-text: The Oamaru and Dunedin Steamship Company's s.s. Waitaki, Captain Edie, left for Dunedin shortly after 11 o'clock today with a good cargo and a large number of passengers. bbox=[14, 357, 166, 408]
wanted-heading: TENDERS WANTED, bbox=[963, 1277, 1078, 1289]
builders-2-heading: TO BUILDERS. bbox=[993, 1138, 1048, 1148]
loan-text: (Opposite Post Office), THAMES-STREET, OAMARU. bbox=[18, 976, 162, 997]
bonnington-text: BONNINGTON'S PECTORAL OXYMEL OF CARRAGEEN OR IRISH MOSS, Unequalled as a specific for coughs, colds, asthma, bronchitis, soreness and tightness of the chest, asthma, whooping cough, and difficulty of breathing. bbox=[14, 1275, 166, 1336]
death-funeral: The Funeral will take place at Timaru at 3 o'clock p.m. to-morrow (Thursday), the 10th inst. bbox=[179, 511, 314, 541]
dunedin-2-heading: DUNEDIN. bbox=[534, 1281, 575, 1291]
reward-heading: ONE POUND REWARD. bbox=[976, 61, 1065, 71]
auckland-heading: AUCKLAND. bbox=[529, 1335, 580, 1345]
school-terms: Terms on application. bbox=[985, 615, 1056, 625]
death-text: LANE.—On the 8th inst., at Timaru, Charles Lane, late Lieutenant Her Majesty's 54th Foot, aged 33 years. bbox=[179, 477, 314, 508]
shipping-heading: SHIPPING INTELLIGENCE. bbox=[30, 45, 149, 55]
napier-date: January 8. bbox=[589, 1613, 622, 1623]
divider bbox=[941, 1133, 1100, 1134]
hailstorm-text: teen years' experience, was a mining engineer and prospector, and during three weeks at Papua he explored creeks, prospected the banks of rivers, also at foot of hills and the base of the ranges, and found no gold whatever. He found any quantity of mica, which looks like gold, and which he says would deceive anyone but an experienced miner or prospector. He thinks that Mr. Goldie, being a botanist, was deceived by the mica. Mr. Minton brought sand away from different places he tried, and had it analysed by one of the most experienced analytical chemists in Sydney, who pronounced it micaceous sand of no value. An account of the hailstorm near Albury says cubes of ice, from an inch to four inches thick, fell. The greatest force of the storm was near Hoorwathers (?), a district covered with small farms. The crops were just ready for the machines, and within twenty minutes of the commencement of the storm the entire crops in a dozen paddocks were completely ruined. The storm was cut down as neatly as if a stripper had been at work, the grain being actually battered into the ground. The hailstones in falling cut notches in the sides of big gum trees, and knocked off ridges of the bark as though an axe had been at work. Iron roofs were penetrated as if they had been brown paper, and shingle roofs were unable to withstand the force with which the blocks of ice descended. The fowls of the air were torn to such shreds in human habitations, and flocks of parrots took up their quarters during the storm in the houses. Dead birds were strewed around in all directions, some literally flattened out under the lumps of ice. Rain followed, and gullies that had been dry for years became foaming rivers, sweeping away valuable dams, &c. Many farmers are completely beggared. bbox=[785, 40, 928, 498]
divider bbox=[487, 943, 622, 944]
column-1 bbox=[8, 40, 172, 1398]
wood-num: 531 bbox=[941, 969, 953, 979]
special-place-2: London, January 8. bbox=[560, 460, 622, 470]
cup-text: MR. R. RICHARDSON can be consulted on the above event. bbox=[941, 378, 1100, 398]
mails-text: Mails for Australia, per Albion, will close at the Bluff on Friday, 11th instant, at 11 a.m. bbox=[179, 900, 314, 931]
prize-value: 400 bbox=[1088, 425, 1100, 435]
dentist-role: SURGEON DENTIST, bbox=[207, 65, 286, 75]
divider bbox=[487, 600, 622, 601]
post-office-text: On and after January the 9th, mails will close as follows:— For Dunedin and intermediate offices daily, at 6 a.m. For Dunedin daily, at 6 a.m. and 2 p.m. For Kakanui daily, at 2 p.m. For Papakaio and Duntroon daily, at 3.45 p.m. For Awamoko on Tuesday and Thursday, at 3.45 p.m. For Maerewhenua, Upper Ferry, and Omarama on Tuesday, at 3.45 p.m. For Palcomb and Waitaki daily at 6 a.m. For Waimate, Timaru, Christchurch, and North daily, at 6 a.m. and 3.45 p.m. For Weston, Teaneraki, and Ngapara, daily at 3.45 p.m. bbox=[179, 170, 314, 323]
turf-club-heading: NORTH OTAGO TURF CLUB. bbox=[641, 894, 766, 905]
masthead: THE EVENING MAIL, WEDNESDAY, JANUARY 9, 1878. bbox=[349, 10, 765, 26]
dentist-visit: G. R. visits Waimate on 1st Monday of the Month, and Palmerston on the 3rd Monday. bbox=[179, 116, 314, 146]
vandalism-text: There are few people who would feel very much annoyed at a good practical joke, although, perhaps it might cause them some little inconvenience; but nothing can be said in palliation of pure wantonness, inasmuch as there is no fun in it. We are led to make these remarks because about a dozen of the stone balusters, which were beautifully turned, and intended for the railings along the front of Messrs. Connell and Clowes' new store in Tyne-street, last week stacked carefully close to the building, until required, have been subjected to meaningless destruction. Mr. Aitken's new structure, next door, has not escaped the favours of the depredators, for a corner piece has been broken from the base of one of the pilasters which it can never be thoroughly repaired without renewing the damaged stone. If the police lay their hands on any of the inconveniently active persons who are in the habit of perpetrating such acts as these, it will be made particularly warm for them. Certain parties are suspected, and before long we have every reason to believe that persistency in the game they are now pursuing will have the effect of introducing them to the public in a manner that they will scarcely relish. bbox=[327, 83, 474, 389]
road-board-text: The monthly meeting of the Waitaki Road Board was held yesterday, when there were present—Messrs. Duncan (in the chair), Easton, Stewart, Davidson, Homer, Borton, Evans, Aitchison, M'Donald, and Oliver (Engineer). It was decided to reply to the County Council that the Board did not see any necessity for a change in the management of the district roads. The Board's solicitors having forwarded the opinion that the Board and not the County Council should prepare the valuation, it was decided to appoint Mr. Chrystal, the County Valuator, to make the valuation for the Board, in order to comply with the requirements of the Rating Act. Mr. Aitchison having offered to give a new road in exchange for the road line on the east side of the main road at Boundary Creek, it was resolved to accept the offer if Mr. M'Master gave a road 60 links wide. A letter from the Municipal Engineer was read, asking the Board to take the necessary steps for closing the old road and opening the new one through section 20, block IV. The Chairman and Messrs. Connell and Evans were appointed a Committee to inspect the ground with the Engineer, and make arrangements with the proprietors. A letter having been read from Mr. James Rooney, asking to be relieved from his contract and for the refund of his deposit, it was decided that the deposit should be forfeited unless the contract was carried out. A report from the Engineer, with reference to the state of the road between sections 74, 70, and 75, 69, block I., Awamoko, having been read, Mr. Davidson was empowered to expend £10 in making the road temporarily passable; and the Engineer was directed to prepare a plan of any new works necessary. The Engineer was instructed to prepare a sketch of the proposed deviation of road line in section 72, block I., Oamaru District, to be submitted to the New Zealand and Australian Land Company. The tender of Mr. P. Corcoran, £125 1s., was accepted for the formation of the Beach Road to Pukeuri Road. The tenders having been received for Contract No. 34, fresh tenders were ordered to be called for, to be sent in before next meeting. The Chairman and Mr. Borton were authorised to sign the agreement with the Engineers on behalf of the Board. Mr. Stewart, being about to visit the Home country, tendered his resignation, which was accepted, and Mr. James Jardine elected to fill the vacancy. Accounts to the amount of £40 having been passed for payment, the Board rose. bbox=[179, 1008, 314, 1692]
vessels-heading: VESSELS IN PORT. bbox=[48, 200, 132, 210]
outwards-date: January 9. bbox=[73, 93, 107, 103]
clothing-also: Also, from the Largest Stock of HATS, HOSIERY, PORTMANTEAUS, UMBRELLAS, BLANKETS, RUGS, &c. bbox=[22, 544, 158, 575]
school-sig: F. S. ANSTED. bbox=[1050, 626, 1100, 636]
clothing-goods: All Goods are marked in PLAIN FIGURES FOR CASH ONLY. bbox=[20, 639, 160, 659]
steam-text-2: The p.s. Samson, Captain Jones, is due here from Dunedin at daylight to-morrow. bbox=[14, 411, 166, 431]
tender-2-role: Architect. bbox=[1068, 1249, 1100, 1259]
money-lent-heading: MONEY LENT bbox=[50, 1114, 130, 1126]
lindsay-role: Manager Oamaru Branch. bbox=[82, 714, 166, 724]
invercargill-2-text: The Southland Coursing Club fixed the following dates for their meetings, viz., May 8th, 9th, 29th, and 30th; June 18th, 26th, and 27th—the latter open to members of any Coursing Club. bbox=[487, 1667, 622, 1718]
prize-value: £1000 bbox=[1080, 415, 1100, 425]
special-place: Dunedin, January 9. bbox=[557, 426, 622, 436]
